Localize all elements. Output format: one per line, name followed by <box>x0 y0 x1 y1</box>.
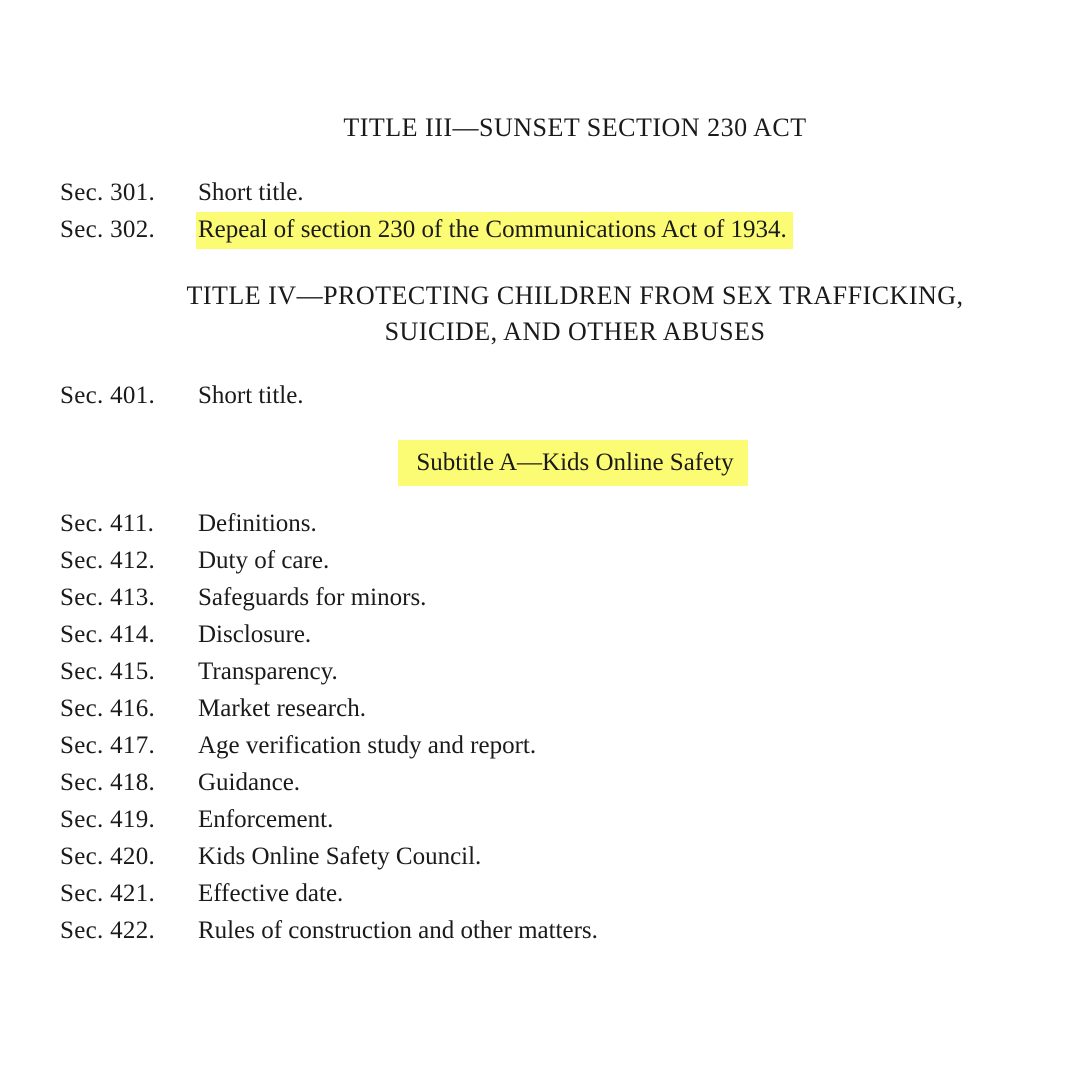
title-iv-heading-line-1: TITLE IV—PROTECTING CHILDREN FROM SEX TRAFFICKING, <box>186 281 964 310</box>
section-number: Sec. 420. <box>60 843 156 870</box>
section-number: Sec. 414. <box>60 621 156 648</box>
section-title: Disclosure. <box>198 621 312 648</box>
section-entry <box>60 377 304 414</box>
section-title: Definitions. <box>198 510 317 537</box>
section-entry <box>60 505 598 542</box>
section-entry <box>60 801 598 838</box>
title-iv-heading-line-2: SUICIDE, AND OTHER ABUSES <box>384 317 766 346</box>
title-iii-heading: TITLE III—SUNSET SECTION 230 ACT <box>343 113 807 142</box>
section-entry <box>60 579 598 616</box>
section-number: Sec. 302. <box>60 216 156 243</box>
section-title: Enforcement. <box>198 806 334 833</box>
section-entry <box>60 690 598 727</box>
section-entry <box>60 727 598 764</box>
section-title: Age verification study and report. <box>198 732 537 759</box>
section-number: Sec. 301. <box>60 179 156 206</box>
section-title: Transparency. <box>198 658 338 685</box>
section-title: Short title. <box>198 382 304 409</box>
section-number: Sec. 418. <box>60 769 156 796</box>
section-title: Kids Online Safety Council. <box>198 843 482 870</box>
section-entry <box>60 653 598 690</box>
section-title: Short title. <box>198 179 304 206</box>
section-title: Rules of construction and other matters. <box>198 917 598 944</box>
subtitle-a-heading: Subtitle A—Kids Online Safety <box>398 440 747 486</box>
section-title: Effective date. <box>198 880 344 907</box>
section-number: Sec. 422. <box>60 917 156 944</box>
section-number: Sec. 419. <box>60 806 156 833</box>
title-iv-section-list <box>60 377 304 414</box>
section-entry <box>60 912 598 949</box>
section-entry <box>60 875 598 912</box>
section-number: Sec. 411. <box>60 510 155 537</box>
section-number: Sec. 421. <box>60 880 156 907</box>
section-number: Sec. 413. <box>60 584 156 611</box>
section-number: Sec. 417. <box>60 732 156 759</box>
section-entry <box>60 174 793 211</box>
subtitle-a-container <box>0 440 1080 486</box>
section-entry <box>60 616 598 653</box>
section-entry <box>60 542 598 579</box>
title-iii-section-list <box>60 174 793 248</box>
section-entry <box>60 764 598 801</box>
section-number: Sec. 416. <box>60 695 156 722</box>
section-title: Safeguards for minors. <box>198 584 427 611</box>
section-title: Guidance. <box>198 769 301 796</box>
section-entry <box>60 211 793 248</box>
highlighted-section-title: Repeal of section 230 of the Communications Act of 1934. <box>196 212 793 249</box>
section-number: Sec. 415. <box>60 658 156 685</box>
section-title: Market research. <box>198 695 366 722</box>
section-entry <box>60 838 598 875</box>
section-number: Sec. 412. <box>60 547 156 574</box>
subtitle-a-section-list <box>60 505 598 949</box>
section-title: Duty of care. <box>198 547 330 574</box>
section-number: Sec. 401. <box>60 382 156 409</box>
title-iv-heading <box>0 278 1080 350</box>
